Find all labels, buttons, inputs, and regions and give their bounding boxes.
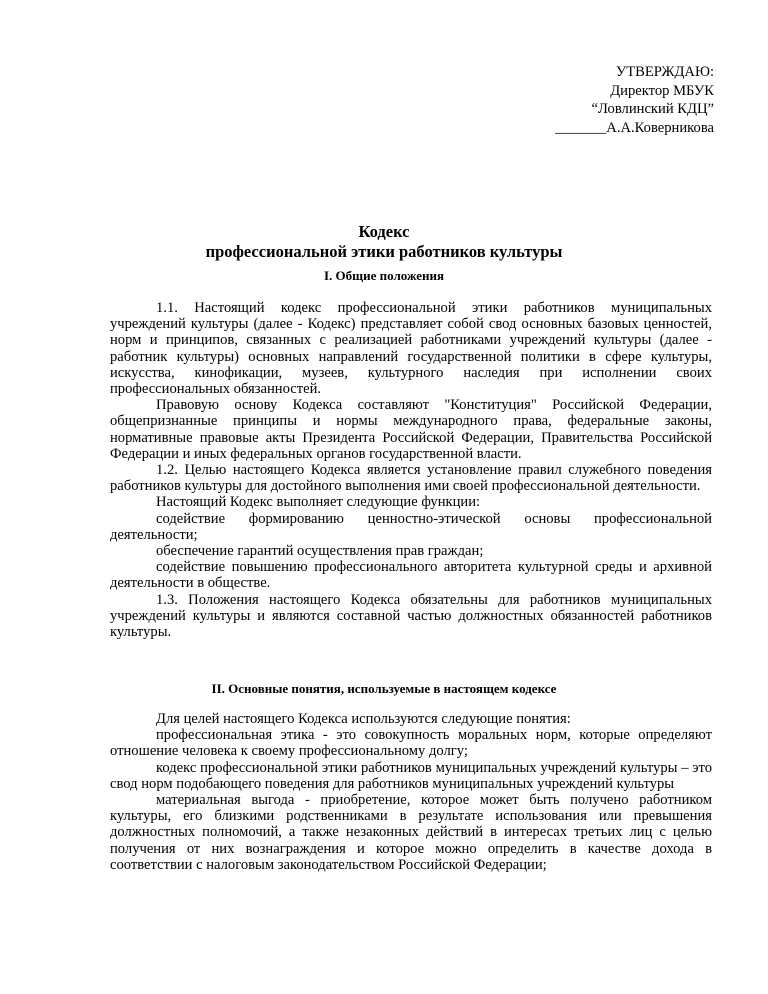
approval-signature: _______А.А.Коверникова xyxy=(555,119,714,136)
paragraph-function-3: содействие повышению профессионального авторитета культурной среды и архивной деятельности в обществе. xyxy=(110,559,712,592)
title-line-2: профессиональной этики работников культуры xyxy=(205,242,563,261)
approval-heading: УТВЕРЖДАЮ: xyxy=(615,64,714,80)
paragraph-definition-code: кодекс профессиональной этики работников муниципальных учреждений культуры – это свод норм подобающего поведения для работников муниципальных учреждений культуры xyxy=(110,759,712,792)
paragraph-1-3: 1.3. Положения настоящего Кодекса обязательны для работников муниципальных учреждений культуры и являются составной частью должностных обязанностей работников культуры. xyxy=(110,591,712,641)
paragraph-definition-benefit: материальная выгода - приобретение, которое может быть получено работником культуры, его близкими родственниками в результате использования или превышения должностных полномочий, а также незаконных действий в интересах третьих лиц с целью получения от них вознаграждения и которое можно определить в качестве дохода в соответствии с налоговым законодательством Российской Федерации; xyxy=(110,792,712,873)
paragraph-1-2: 1.2. Целью настоящего Кодекса является установление правил служебного поведения работников культуры для достойного выполнения ими своей профессиональной деятельности. xyxy=(110,462,712,495)
paragraph-function-2: обеспечение гарантий осуществления прав граждан; xyxy=(156,543,484,560)
approval-position: Директор МБУК xyxy=(610,82,714,99)
section-1-body xyxy=(110,300,712,640)
document-title xyxy=(0,222,768,262)
approval-organization: “Ловлинский КДЦ” xyxy=(591,101,714,117)
section-1-heading: I. Общие положения xyxy=(324,268,444,283)
paragraph-functions-intro: Настоящий Кодекс выполняет следующие функции: xyxy=(156,494,481,511)
section-2-heading: II. Основные понятия, используемые в настоящем кодексе xyxy=(211,681,557,696)
section-2-body xyxy=(110,711,712,873)
title-line-1: Кодекс xyxy=(358,222,410,241)
paragraph-definitions-intro: Для целей настоящего Кодекса используются следующие понятия: xyxy=(156,711,571,727)
paragraph-definition-ethics: профессиональная этика - это совокупность моральных норм, которые определяют отношение человека к своему профессиональному долгу; xyxy=(110,727,712,760)
approval-block xyxy=(555,63,714,137)
paragraph-legal-basis: Правовую основу Кодекса составляют "Конституция" Российской Федерации, общепризнанные принципы и нормы международного права, федеральные законы, нормативные правовые акты Президента Российской Федерации, Правительства Российской Федерации и иных федеральных органов государственной власти. xyxy=(110,397,712,462)
paragraph-function-1: содействие формированию ценностно-этической основы профессиональной деятельности; xyxy=(110,510,712,543)
paragraph-1-1: 1.1. Настоящий кодекс профессиональной этики работников муниципальных учреждений культуры (далее - Кодекс) представляет собой свод основных базовых ценностей, норм и принципов, связанных с реализацией работниками учреждений культуры (далее - работник культуры) основных направлений государственной политики в сфере культуры, искусства, кинофикации, музеев, культурного наследия при исполнении своих профессиональных обязанностей. xyxy=(110,300,712,398)
